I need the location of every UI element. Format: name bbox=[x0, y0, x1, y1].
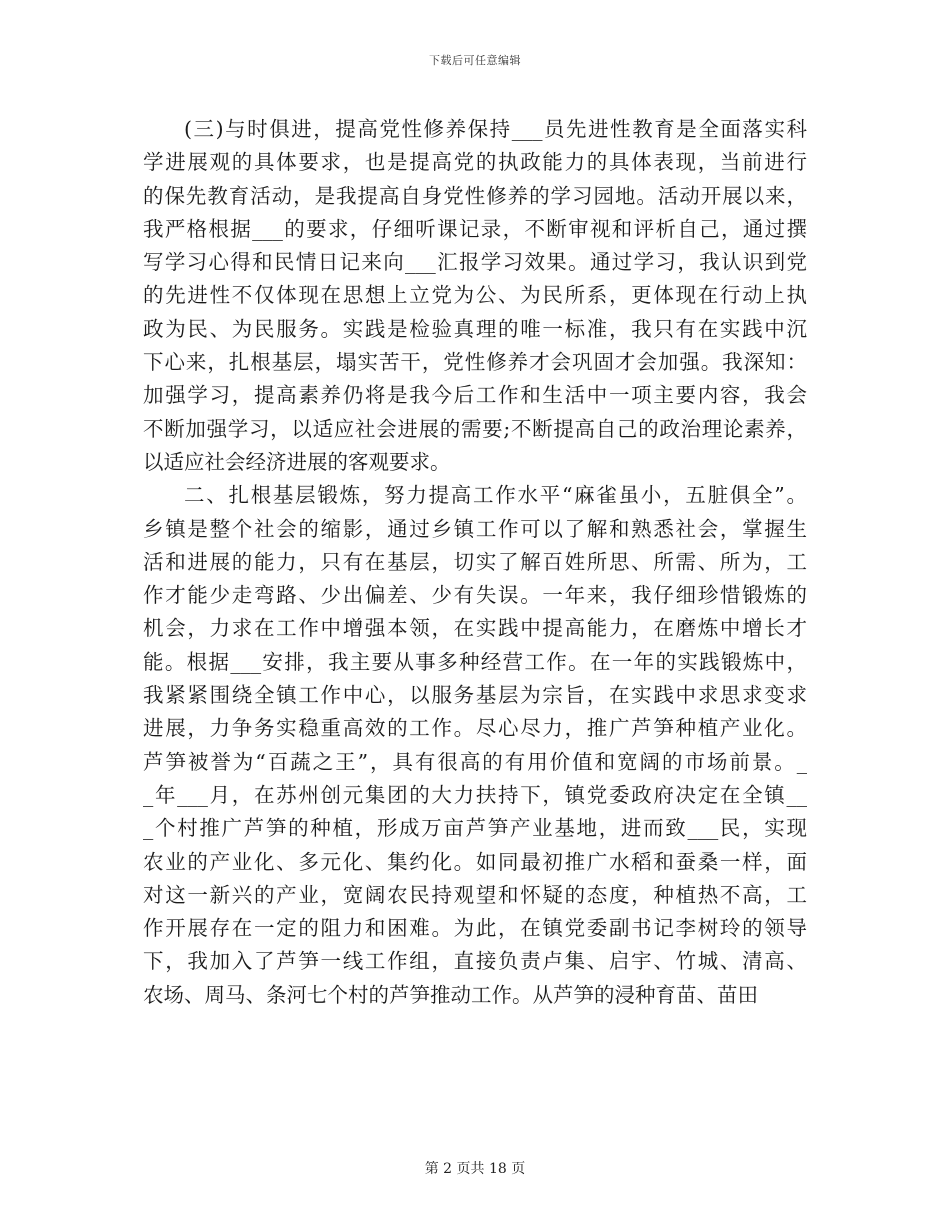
paragraph-line: 能。根据___安排，我主要从事多种经营工作。在一年的实践锻炼中， bbox=[143, 649, 807, 674]
paragraph-line: 作开展存在一定的阻力和困难。为此，在镇党委副书记李树玲的领导 bbox=[143, 916, 807, 941]
paragraph-line: _个村推广芦笋的种植，形成万亩芦笋产业基地，进而致___民，实现 bbox=[143, 816, 807, 841]
page-footer: 第 2 页共 18 页 bbox=[424, 1161, 526, 1177]
paragraph-line: 农业的产业化、多元化、集约化。如同最初推广水稻和蚕桑一样，面 bbox=[143, 849, 807, 874]
paragraph-line: 进展，力争务实稳重高效的工作。尽心尽力，推广芦笋种植产业化。 bbox=[143, 716, 807, 741]
paragraph-line: 以适应社会经济进展的客观要求。 bbox=[143, 449, 451, 474]
paragraph-line: 学进展观的具体要求，也是提高党的执政能力的具体表现，当前进行 bbox=[143, 150, 807, 175]
page-header: 下载后可任意编辑 bbox=[429, 54, 521, 67]
paragraph-line: 下心来，扎根基层，塌实苦干，党性修养才会巩固才会加强。我深知： bbox=[143, 350, 807, 375]
paragraph-line: 乡镇是整个社会的缩影，通过乡镇工作可以了解和熟悉社会，掌握生 bbox=[143, 516, 807, 541]
paragraph-line: 的先进性不仅体现在思想上立党为公、为民所系，更体现在行动上执 bbox=[143, 283, 807, 308]
paragraph-line: 芦笋被誉为“百蔬之王”，具有很高的有用价值和宽阔的市场前景。_ bbox=[143, 749, 807, 774]
paragraph-line: 政为民、为民服务。实践是检验真理的唯一标准，我只有在实践中沉 bbox=[143, 316, 807, 341]
paragraph-line: 下，我加入了芦笋一线工作组，直接负责卢集、启宇、竹城、清高、 bbox=[143, 949, 807, 974]
paragraph-line: 我紧紧围绕全镇工作中心，以服务基层为宗旨，在实践中求思求变求 bbox=[143, 683, 807, 708]
paragraph-line: _年___月，在苏州创元集团的大力扶持下，镇党委政府决定在全镇__ bbox=[143, 782, 807, 807]
paragraph-line: 对这一新兴的产业，宽阔农民持观望和怀疑的态度，种植热不高，工 bbox=[143, 882, 807, 907]
paragraph-line: 活和进展的能力，只有在基层，切实了解百姓所思、所需、所为，工 bbox=[143, 549, 807, 574]
paragraph-line: 的保先教育活动，是我提高自身党性修养的学习园地。活动开展以来， bbox=[143, 183, 807, 208]
paragraph-line: 农场、周马、条河七个村的芦笋推动工作。从芦笋的浸种育苗、苗田 bbox=[143, 982, 758, 1007]
paragraph-line: 作才能少走弯路、少出偏差、少有失误。一年来，我仔细珍惜锻炼的 bbox=[143, 583, 807, 608]
paragraph-line: 我严格根据___的要求，仔细听课记录，不断审视和评析自己，通过撰 bbox=[143, 216, 807, 241]
paragraph-line: 写学习心得和民情日记来向___汇报学习效果。通过学习，我认识到党 bbox=[143, 250, 807, 275]
paragraph-line: 机会，力求在工作中增强本领，在实践中提高能力，在磨炼中增长才 bbox=[143, 616, 807, 641]
paragraph-line: 加强学习，提高素养仍将是我今后工作和生活中一项主要内容，我会 bbox=[143, 383, 807, 408]
document-body bbox=[143, 113, 807, 1012]
paragraph-line: 二、扎根基层锻炼，努力提高工作水平“麻雀虽小，五脏俱全”。 bbox=[184, 483, 807, 508]
paragraph-line: 不断加强学习，以适应社会进展的需要;不断提高自己的政治理论素养， bbox=[143, 416, 807, 441]
paragraph-line: (三)与时俱进，提高党性修养保持___员先进性教育是全面落实科 bbox=[184, 117, 807, 141]
